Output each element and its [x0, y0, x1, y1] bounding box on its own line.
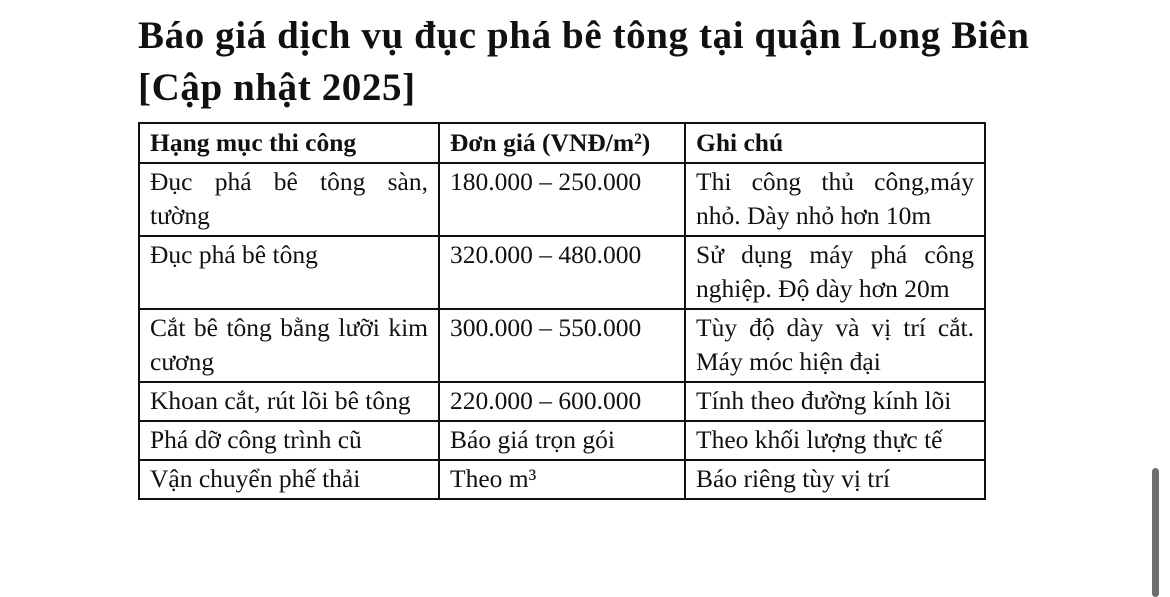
notes-cell: Báo riêng tùy vị trí	[685, 460, 985, 499]
work-item-cell: Cắt bê tông bằng lưỡi kim cương	[139, 309, 439, 382]
unit-price-cell: 320.000 – 480.000	[439, 236, 685, 309]
table-row	[139, 382, 985, 421]
header-cell-work-item: Hạng mục thi công	[139, 123, 439, 163]
unit-price-cell: Theo m³	[439, 460, 685, 499]
vertical-scrollbar-thumb[interactable]	[1152, 468, 1159, 597]
table-row	[139, 236, 985, 309]
table-row	[139, 163, 985, 236]
work-item-cell: Phá dỡ công trình cũ	[139, 421, 439, 460]
page-title: Báo giá dịch vụ đục phá bê tông tại quận Long Biên [Cập nhật 2025]	[138, 14, 1030, 109]
notes-cell: Sử dụng máy phá công nghiệp. Độ dày hơn 20m	[685, 236, 985, 309]
table-row	[139, 421, 985, 460]
header-cell-notes: Ghi chú	[685, 123, 985, 163]
work-item-cell: Đục phá bê tông	[139, 236, 439, 309]
work-item-cell: Khoan cắt, rút lõi bê tông	[139, 382, 439, 421]
header-cell-unit-price: Đơn giá (VNĐ/m²)	[439, 123, 685, 163]
unit-price-cell: Báo giá trọn gói	[439, 421, 685, 460]
notes-cell: Theo khối lượng thực tế	[685, 421, 985, 460]
unit-price-cell: 220.000 – 600.000	[439, 382, 685, 421]
work-item-cell: Đục phá bê tông sàn, tường	[139, 163, 439, 236]
notes-cell: Thi công thủ công,máy nhỏ. Dày nhỏ hơn 10m	[685, 163, 985, 236]
notes-cell: Tùy độ dày và vị trí cắt. Máy móc hiện đại	[685, 309, 985, 382]
unit-price-cell: 180.000 – 250.000	[439, 163, 685, 236]
table-header-row	[139, 123, 985, 163]
notes-cell: Tính theo đường kính lõi	[685, 382, 985, 421]
price-table	[138, 122, 986, 500]
work-item-cell: Vận chuyển phế thải	[139, 460, 439, 499]
unit-price-cell: 300.000 – 550.000	[439, 309, 685, 382]
table-row	[139, 309, 985, 382]
table-row	[139, 460, 985, 499]
